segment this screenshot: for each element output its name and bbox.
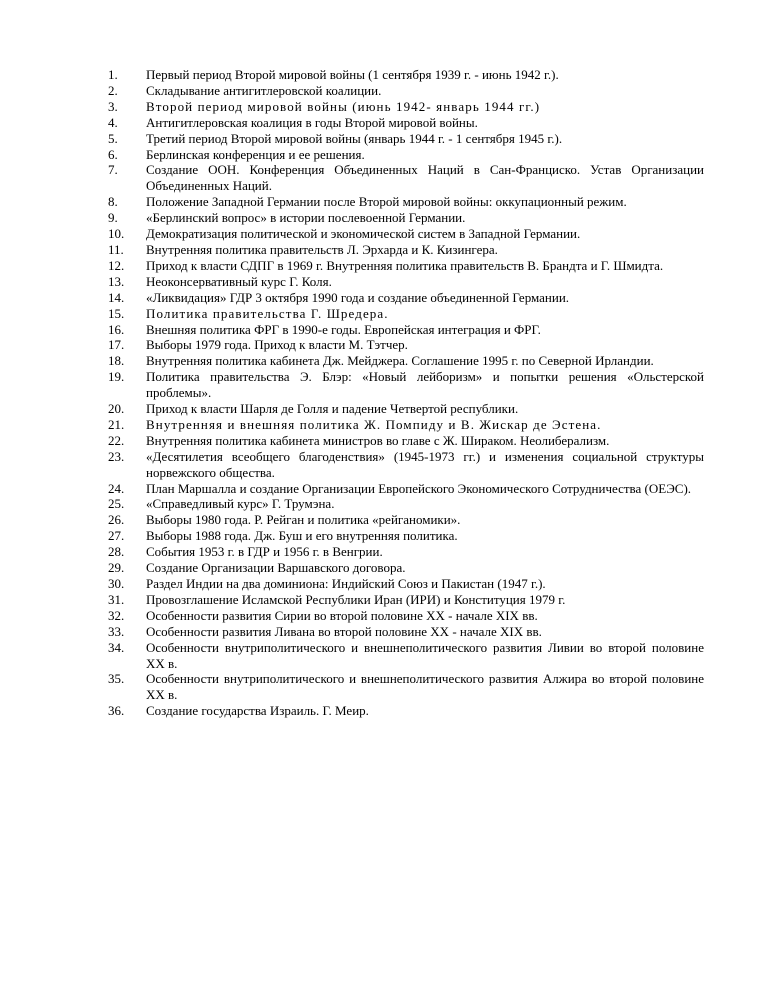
item-text: «Справедливый курс» Г. Трумэна.: [146, 496, 335, 512]
item-number: 26.: [108, 512, 125, 528]
item-number: 36.: [108, 703, 125, 719]
item-text: Особенности развития Сирии во второй половине XX - начале XIX вв.: [146, 607, 538, 623]
list-item: [108, 401, 704, 417]
item-number: 13.: [108, 273, 125, 289]
item-text: Выборы 1980 года. Р. Рейган и политика «рейганомики».: [146, 512, 461, 528]
item-number: 6.: [108, 146, 118, 162]
item-number: 19.: [108, 369, 125, 385]
list-item: [108, 290, 704, 306]
item-text: Неоконсервативный курс Г. Коля.: [146, 273, 332, 289]
item-number: 4.: [108, 114, 118, 130]
item-number: 14.: [108, 289, 125, 305]
list-item: [108, 449, 704, 481]
list-item: [108, 512, 704, 528]
item-number: 11.: [108, 241, 124, 257]
list-item: [108, 592, 704, 608]
item-text: Приход к власти Шарля де Голля и падение Четвертой республики.: [146, 401, 519, 417]
item-number: 23.: [108, 448, 125, 464]
list-item: [108, 99, 704, 115]
item-text: Антигитлеровская коалиция в годы Второй мировой войны.: [146, 114, 478, 130]
list-item: [108, 322, 704, 338]
list-item: [108, 147, 704, 163]
item-text: Создание государства Израиль. Г. Меир.: [146, 703, 369, 719]
list-item: [108, 671, 704, 703]
list-item: [108, 210, 704, 226]
item-text: Складывание антигитлеровской коалиции.: [146, 82, 382, 98]
item-text: Внутренняя политика кабинета Дж. Мейджера. Соглашение 1995 г. по Северной Ирландии.: [146, 353, 654, 369]
item-text: Первый период Второй мировой войны (1 сентября 1939 г. - июнь 1942 г.).: [146, 67, 559, 82]
item-number: 20.: [108, 401, 125, 417]
item-text: Берлинская конференция и ее решения.: [146, 146, 365, 162]
item-number: 21.: [108, 416, 125, 432]
item-number: 29.: [108, 560, 125, 576]
list-item: [108, 131, 704, 147]
item-number: 28.: [108, 544, 125, 560]
list-item: [108, 353, 704, 369]
item-number: 25.: [108, 496, 125, 512]
item-text: Раздел Индии на два доминиона: Индийский Союз и Пакистан (1947 г.).: [146, 576, 546, 591]
list-item: [108, 528, 704, 544]
list-item: [108, 608, 704, 624]
item-number: 3.: [108, 98, 118, 114]
list-item: [108, 258, 704, 274]
item-text: Положение Западной Германии после Второй мировой войны: оккупационный режим.: [146, 194, 627, 210]
item-text: «Ликвидация» ГДР 3 октября 1990 года и создание объединенной Германии.: [146, 289, 570, 305]
item-number: 18.: [108, 353, 125, 369]
list-item: [108, 496, 704, 512]
list-item: [108, 115, 704, 131]
item-text: Провозглашение Исламской Республики Иран (ИРИ) и Конституция 1979 г.: [146, 591, 566, 607]
item-number: 35.: [108, 671, 125, 687]
list-item: [108, 337, 704, 353]
list-item: [108, 417, 704, 433]
item-text: «Берлинский вопрос» в истории послевоенной Германии.: [146, 210, 466, 226]
item-number: 22.: [108, 432, 125, 448]
list-item: [108, 640, 704, 672]
list-item: [108, 369, 704, 401]
topics-list: [108, 67, 704, 719]
item-number: 9.: [108, 210, 118, 226]
list-item: [108, 67, 704, 83]
item-text: Выборы 1979 года. Приход к власти М. Тэтчер.: [146, 337, 408, 353]
list-item: [108, 576, 704, 592]
item-number: 16.: [108, 321, 125, 337]
item-number: 1.: [108, 67, 118, 82]
item-number: 27.: [108, 528, 125, 544]
list-item: [108, 194, 704, 210]
list-item: [108, 560, 704, 576]
item-text: Особенности внутриполитического и внешнеполитического развития Алжира во второй половине XX в.: [146, 671, 704, 703]
list-item: [108, 703, 704, 719]
item-text: Внутренняя политика кабинета министров во главе с Ж. Шираком. Неолиберализм.: [146, 432, 610, 448]
item-text: Второй период мировой войны (июнь 1942- январь 1944 гг.): [146, 98, 541, 114]
item-number: 15.: [108, 305, 125, 321]
list-item: [108, 162, 704, 194]
item-number: 8.: [108, 194, 118, 210]
item-text: Создание Организации Варшавского договора.: [146, 560, 406, 576]
item-text: Приход к власти СДПГ в 1969 г. Внутренняя политика правительств В. Брандта и Г. Шмидта.: [146, 257, 664, 273]
list-item: [108, 274, 704, 290]
item-text: «Десятилетия всеобщего благоденствия» (1945-1973 гг.) и изменения социальной структуры норвежского общества.: [146, 448, 704, 480]
item-number: 24.: [108, 480, 125, 496]
item-number: 10.: [108, 226, 125, 242]
item-number: 17.: [108, 337, 125, 353]
item-text: Особенности развития Ливана во второй половине XX - начале XIX вв.: [146, 623, 542, 639]
item-text: Внутренняя и внешняя политика Ж. Помпиду и В. Жискар де Эстена.: [146, 416, 602, 432]
list-item: [108, 242, 704, 258]
list-item: [108, 83, 704, 99]
item-text: Внешняя политика ФРГ в 1990-е годы. Европейская интеграция и ФРГ.: [146, 321, 541, 337]
item-number: 34.: [108, 639, 125, 655]
item-number: 2.: [108, 82, 118, 98]
item-number: 31.: [108, 591, 125, 607]
item-number: 32.: [108, 607, 125, 623]
item-text: Внутренняя политика правительств Л. Эрхарда и К. Кизингера.: [146, 241, 498, 257]
item-number: 30.: [108, 576, 125, 591]
list-item: [108, 306, 704, 322]
item-number: 33.: [108, 623, 125, 639]
item-text: Политика правительства Э. Блэр: «Новый лейборизм» и попытки решения «Ольстерской проблемы».: [146, 369, 704, 401]
item-number: 7.: [108, 162, 118, 178]
item-text: События 1953 г. в ГДР и 1956 г. в Венгрии.: [146, 544, 383, 560]
item-text: Демократизация политической и экономической систем в Западной Германии.: [146, 226, 581, 242]
list-item: [108, 624, 704, 640]
item-text: Политика правительства Г. Шредера.: [146, 305, 389, 321]
list-item: [108, 433, 704, 449]
item-text: Выборы 1988 года. Дж. Буш и его внутренняя политика.: [146, 528, 458, 544]
list-item: [108, 481, 704, 497]
item-text: План Маршалла и создание Организации Европейского Экономического Сотрудничества (ОЕЭС).: [146, 480, 692, 496]
item-text: Третий период Второй мировой войны (январь 1944 г. - 1 сентября 1945 г.).: [146, 130, 563, 146]
item-number: 5.: [108, 130, 118, 146]
item-number: 12.: [108, 257, 125, 273]
item-text: Особенности внутриполитического и внешнеполитического развития Ливии во второй половине XX в.: [146, 639, 704, 671]
item-text: Создание ООН. Конференция Объединенных Наций в Сан-Франциско. Устав Организации Объединенных Наций.: [146, 162, 704, 194]
list-item: [108, 226, 704, 242]
list-item: [108, 544, 704, 560]
